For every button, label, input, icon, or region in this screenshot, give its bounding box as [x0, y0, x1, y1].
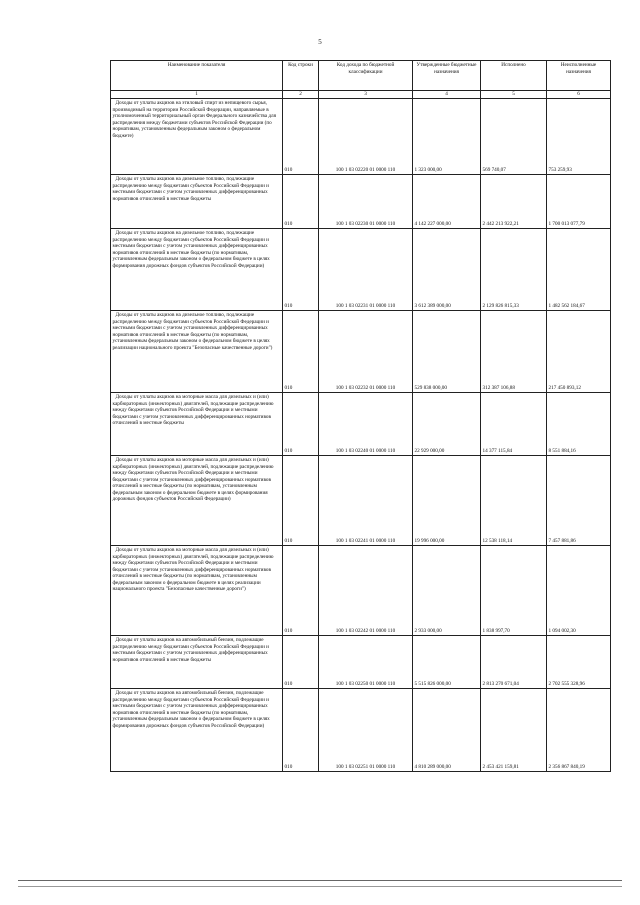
row-code: 010	[283, 175, 319, 229]
row-name: Доходы от уплаты акцизов на дизельное топливо, подлежащие распределению между бюджетами субъектов Российской Федерации и местными бюджетами с учетом установленных дифференцированных нормативов отчислений в местные бюджеты (по нормативам, установленным федеральным законом о федеральном бюджете в целях формирования дорожных фондов субъектов Российской Федерации)	[111, 229, 283, 311]
row-unexecuted: 1 700 013 077,79	[547, 175, 611, 229]
row-approved: 19 996 000,00	[413, 456, 481, 546]
header-unexecuted: Неисполненные назначения	[547, 61, 611, 91]
column-number: 3	[319, 91, 413, 99]
row-approved: 22 929 000,00	[413, 393, 481, 456]
row-code: 010	[283, 311, 319, 393]
row-approved: 2 933 000,00	[413, 546, 481, 636]
row-executed: 1 838 997,70	[481, 546, 547, 636]
table-row	[111, 229, 611, 311]
row-classification: 100 1 03 02230 01 0000 110	[319, 175, 413, 229]
row-unexecuted: 7 457 881,86	[547, 456, 611, 546]
column-number: 4	[413, 91, 481, 99]
header-code: Код строки	[283, 61, 319, 91]
row-approved: 5 515 826 000,00	[413, 636, 481, 689]
row-classification: 100 1 03 02240 01 0000 110	[319, 393, 413, 456]
bottom-divider	[18, 886, 622, 887]
row-code: 010	[283, 546, 319, 636]
column-number: 1	[111, 91, 283, 99]
row-approved: 3 612 389 000,00	[413, 229, 481, 311]
row-approved: 529 838 000,00	[413, 311, 481, 393]
row-classification: 100 1 03 02250 01 0000 110	[319, 636, 413, 689]
table-row	[111, 99, 611, 175]
row-classification: 100 1 03 02251 01 0000 110	[319, 689, 413, 772]
row-code: 010	[283, 456, 319, 546]
row-unexecuted: 2 702 555 328,96	[547, 636, 611, 689]
row-unexecuted: 8 551 884,16	[547, 393, 611, 456]
table-header-row	[111, 61, 611, 91]
row-unexecuted: 2 356 867 840,19	[547, 689, 611, 772]
row-classification: 100 1 03 02231 01 0000 110	[319, 229, 413, 311]
row-classification: 100 1 03 02242 01 0000 110	[319, 546, 413, 636]
row-executed: 569 740,07	[481, 99, 547, 175]
row-name: Доходы от уплаты акцизов на дизельное топливо, подлежащие распределению между бюджетами субъектов Российской Федерации и местными бюджетами с учетом установленных дифференцированных нормативов отчислений в местные бюджеты	[111, 175, 283, 229]
header-executed: Исполнено	[481, 61, 547, 91]
row-approved: 1 323 000,00	[413, 99, 481, 175]
row-approved: 4 810 289 000,00	[413, 689, 481, 772]
revenue-table	[110, 60, 611, 772]
row-name: Доходы от уплаты акцизов на автомобильный бензин, подлежащие распределению между бюджетами субъектов Российской Федерации и местными бюджетами с учетом установленных дифференцированных нормативов отчислений в местные бюджеты (по нормативам, установленным федеральным законом о федеральном бюджете в целях формирования дорожных фондов субъектов Российской Федерации)	[111, 689, 283, 772]
row-executed: 14 377 115,84	[481, 393, 547, 456]
row-unexecuted: 753 259,93	[547, 99, 611, 175]
row-executed: 2 442 213 922,21	[481, 175, 547, 229]
row-executed: 12 538 118,14	[481, 456, 547, 546]
row-classification: 100 1 03 02241 01 0000 110	[319, 456, 413, 546]
header-name: Наименование показателя	[111, 61, 283, 91]
column-number: 6	[547, 91, 611, 99]
table-row	[111, 311, 611, 393]
row-name: Доходы от уплаты акцизов на моторные масла для дизельных и (или) карбюраторных (инжекторных) двигателей, подлежащие распределению между бюджетами субъектов Российской Федерации и местными бюджетами с учетом установленных дифференцированных нормативов отчислений в местные бюджеты (по нормативам, установленным федеральным законом о федеральном бюджете в целях реализации национального проекта "Безопасные качественные дороги")	[111, 546, 283, 636]
row-name: Доходы от уплаты акцизов на моторные масла для дизельных и (или) карбюраторных (инжекторных) двигателей, подлежащие распределению между бюджетами субъектов Российской Федерации и местными бюджетами с учетом установленных дифференцированных нормативов отчислений в местные бюджеты (по нормативам, установленным федеральным законом о федеральном бюджете в целях формирования дорожных фондов субъектов Российской Федерации)	[111, 456, 283, 546]
table-row	[111, 546, 611, 636]
row-name: Доходы от уплаты акцизов на дизельное топливо, подлежащие распределению между бюджетами субъектов Российской Федерации и местными бюджетами с учетом установленных дифференцированных нормативов отчислений в местные бюджеты (по нормативам, установленным федеральным законом о федеральном бюджете в целях реализации национального проекта "Безопасные качественные дороги")	[111, 311, 283, 393]
row-code: 010	[283, 689, 319, 772]
row-executed: 2 813 270 671,04	[481, 636, 547, 689]
row-executed: 2 453 421 159,81	[481, 689, 547, 772]
row-unexecuted: 1 094 002,30	[547, 546, 611, 636]
row-name: Доходы от уплаты акцизов на моторные масла для дизельных и (или) карбюраторных (инжекторных) двигателей, подлежащие распределению между бюджетами субъектов Российской Федерации и местными бюджетами с учетом установленных дифференцированных нормативов отчислений в местные бюджеты	[111, 393, 283, 456]
row-executed: 2 129 826 815,33	[481, 229, 547, 311]
column-numbers-row	[111, 91, 611, 99]
row-classification: 100 1 03 02232 01 0000 110	[319, 311, 413, 393]
table-row	[111, 393, 611, 456]
column-number: 2	[283, 91, 319, 99]
row-code: 010	[283, 99, 319, 175]
row-name: Доходы от уплаты акцизов на этиловый спирт из непищевого сырья, производимый на территории Российской Федерации, направляемые в уполномоченный территориальный орган Федерального казначейства для распределения между бюджетами субъектов Российской Федерации (по нормативам, установленным федеральным законом о федеральном бюджете)	[111, 99, 283, 175]
row-code: 010	[283, 636, 319, 689]
bottom-divider	[18, 880, 622, 881]
row-classification: 100 1 03 02220 01 0000 110	[319, 99, 413, 175]
row-name: Доходы от уплаты акцизов на автомобильный бензин, подлежащие распределению между бюджетами субъектов Российской Федерации и местными бюджетами с учетом установленных дифференцированных нормативов отчислений в местные бюджеты	[111, 636, 283, 689]
row-code: 010	[283, 229, 319, 311]
column-number: 5	[481, 91, 547, 99]
row-executed: 312 387 106,88	[481, 311, 547, 393]
row-unexecuted: 217 450 893,12	[547, 311, 611, 393]
page-number: 5	[318, 38, 322, 46]
row-approved: 4 142 227 000,00	[413, 175, 481, 229]
table-row	[111, 456, 611, 546]
table-row	[111, 689, 611, 772]
header-classification: Код дохода по бюджетной классификации	[319, 61, 413, 91]
row-unexecuted: 1 482 562 184,67	[547, 229, 611, 311]
row-code: 010	[283, 393, 319, 456]
header-approved: Утвержденные бюджетные назначения	[413, 61, 481, 91]
table-row	[111, 175, 611, 229]
table-row	[111, 636, 611, 689]
